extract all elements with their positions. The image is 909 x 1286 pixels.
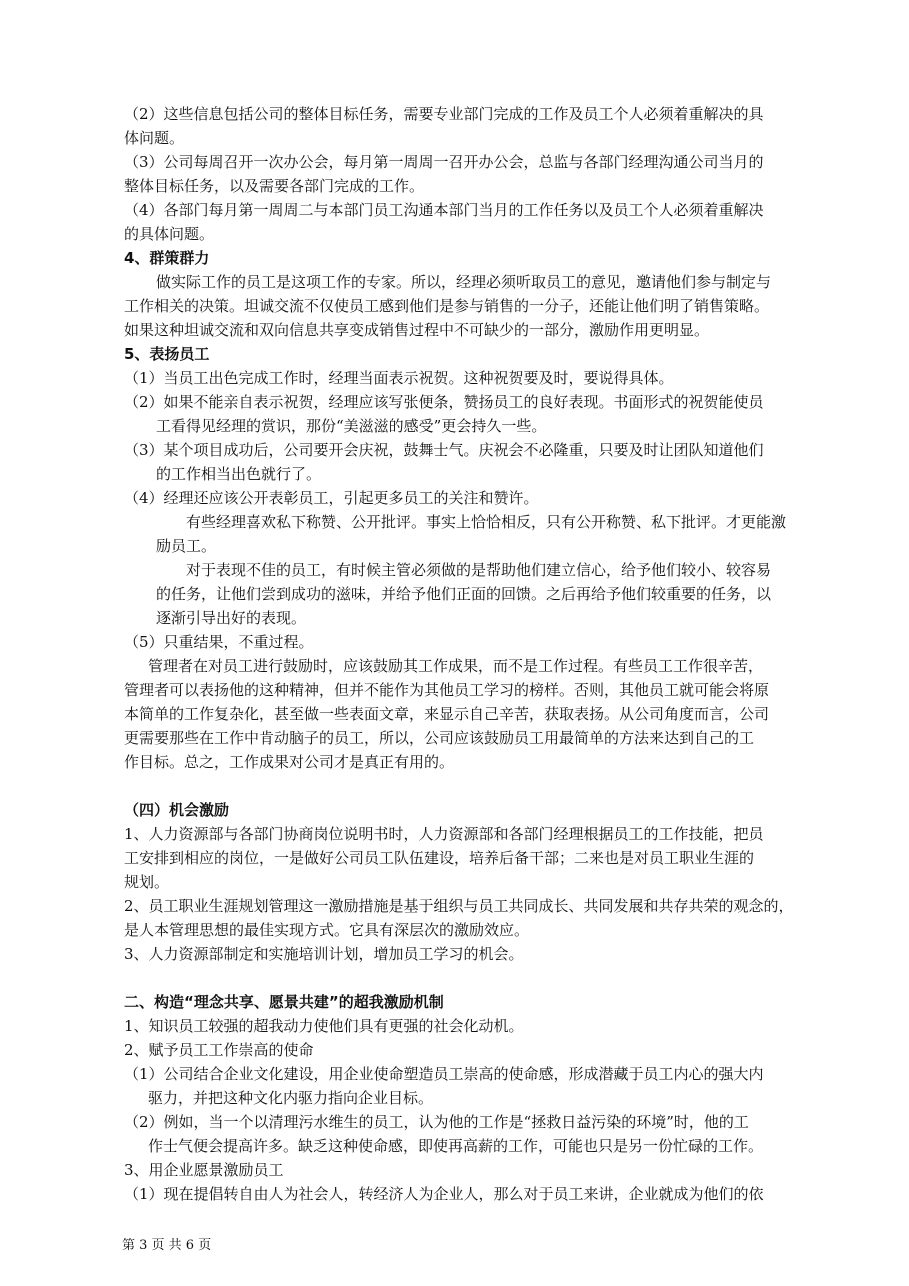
text-line: 的工作相当出色就行了。	[156, 465, 322, 483]
text-line: 有些经理喜欢私下称赞、公开批评。事实上恰恰相反，只有公开称赞、私下批评。才更能激	[186, 513, 787, 531]
text-line: 规划。	[124, 873, 170, 891]
text-line: 做实际工作的员工是这项工作的专家。所以，经理必须听取员工的意见，邀请他们参与制定与	[156, 273, 772, 291]
page-footer: 第 3 页 共 6 页	[122, 1238, 212, 1253]
text-line: 是人本管理思想的最佳实现方式。它具有深层次的激励效应。	[124, 921, 530, 939]
text-line: （4）各部门每月第一周周二与本部门员工沟通本部门当月的工作任务以及员工个人必须着重解决	[124, 201, 764, 219]
text-line: 本简单的工作复杂化，甚至做一些表面文章，来显示自己辛苦，获取表扬。从公司角度而言，公司	[124, 705, 770, 723]
text-line: （2）例如，当一个以清理污水维生的员工，认为他的工作是“拯救日益污染的环境”时，他的工	[124, 1113, 749, 1131]
text-line: 1、知识员工较强的超我动力使他们具有更强的社会化动机。	[124, 1017, 524, 1035]
text-line: 的任务，让他们尝到成功的滋味，并给予他们正面的回馈。之后再给予他们较重要的任务，以	[156, 585, 772, 603]
text-line: （4）经理还应该公开表彰员工，引起更多员工的关注和赞许。	[124, 489, 539, 507]
text-line: （3）某个项目成功后，公司要开会庆祝，鼓舞士气。庆祝会不必隆重，只要及时让团队知道他们	[124, 441, 764, 459]
text-line: 对于表现不佳的员工，有时候主管必须做的是帮助他们建立信心，给予他们较小、较容易	[186, 561, 772, 579]
text-line: （1）当员工出色完成工作时，经理当面表示祝贺。这种祝贺要及时，要说得具体。	[124, 369, 674, 387]
text-line: 的具体问题。	[124, 225, 215, 243]
text-line: （5）只重结果，不重过程。	[124, 633, 314, 651]
text-line: 3、人力资源部制定和实施培训计划，增加员工学习的机会。	[124, 945, 524, 963]
text-line: （2）这些信息包括公司的整体目标任务，需要专业部门完成的工作及员工个人必须着重解决的具	[124, 105, 764, 123]
text-line: 作目标。总之，工作成果对公司才是真正有用的。	[124, 753, 455, 771]
text-line: 更需要那些在工作中肯动脑子的员工，所以，公司应该鼓励员工用最简单的方法来达到自己的工	[124, 729, 755, 747]
text-line: 作士气便会提高许多。缺乏这种使命感，即使再高薪的工作，可能也只是另一份忙碌的工作。	[148, 1137, 764, 1155]
text-line: 管理者可以表扬他的这种精神，但并不能作为其他员工学习的榜样。否则，其他员工就可能会将原	[124, 681, 770, 699]
section-heading: 二、构造“理念共享、愿景共建”的超我激励机制	[124, 993, 444, 1011]
text-line: 整体目标任务，以及需要各部门完成的工作。	[124, 177, 425, 195]
section-heading: 5、表扬员工	[124, 345, 210, 363]
text-line: 2、员工职业生涯规划管理这一激励措施是基于组织与员工共同成长、共同发展和共存共荣的观念的，	[124, 897, 794, 915]
text-line: 1、人力资源部与各部门协商岗位说明书时，人力资源部和各部门经理根据员工的工作技能，把员	[124, 825, 764, 843]
text-line: 励员工。	[156, 537, 217, 555]
text-line: 如果这种坦诚交流和双向信息共享变成销售过程中不可缺少的一部分，激励作用更明显。	[124, 321, 710, 339]
text-line: 逐渐引导出好的表现。	[156, 609, 307, 627]
text-line: 工作相关的决策。坦诚交流不仅使员工感到他们是参与销售的一分子，还能让他们明了销售策略。	[124, 297, 770, 315]
section-heading: 4、群策群力	[124, 249, 210, 267]
text-line: （3）公司每周召开一次办公会，每月第一周周一召开办公会，总监与各部门经理沟通公司当月的	[124, 153, 764, 171]
text-line: （1）公司结合企业文化建设，用企业使命塑造员工崇高的使命感，形成潜藏于员工内心的强大内	[124, 1065, 764, 1083]
section-heading: （四）机会激励	[124, 801, 230, 819]
text-line: （2）如果不能亲自表示祝贺，经理应该写张便条，赞扬员工的良好表现。书面形式的祝贺能使员	[124, 393, 764, 411]
text-line: 驱力，并把这种文化内驱力指向企业目标。	[148, 1089, 434, 1107]
text-line: 2、赋予员工工作崇高的使命	[124, 1041, 314, 1059]
text-line: 3、用企业愿景激励员工	[124, 1161, 284, 1179]
text-line: 管理者在对员工进行鼓励时，应该鼓励其工作成果，而不是工作过程。有些员工工作很辛苦，	[148, 657, 764, 675]
text-line: 体问题。	[124, 129, 185, 147]
text-line: 工看得见经理的赏识，那份“美滋滋的感受”更会持久一些。	[156, 417, 547, 435]
text-line: （1）现在提倡转自由人为社会人，转经济人为企业人，那么对于员工来讲，企业就成为他们的依	[124, 1185, 764, 1203]
text-line: 工安排到相应的岗位，一是做好公司员工队伍建设，培养后备干部；二来也是对员工职业生涯的	[124, 849, 755, 867]
